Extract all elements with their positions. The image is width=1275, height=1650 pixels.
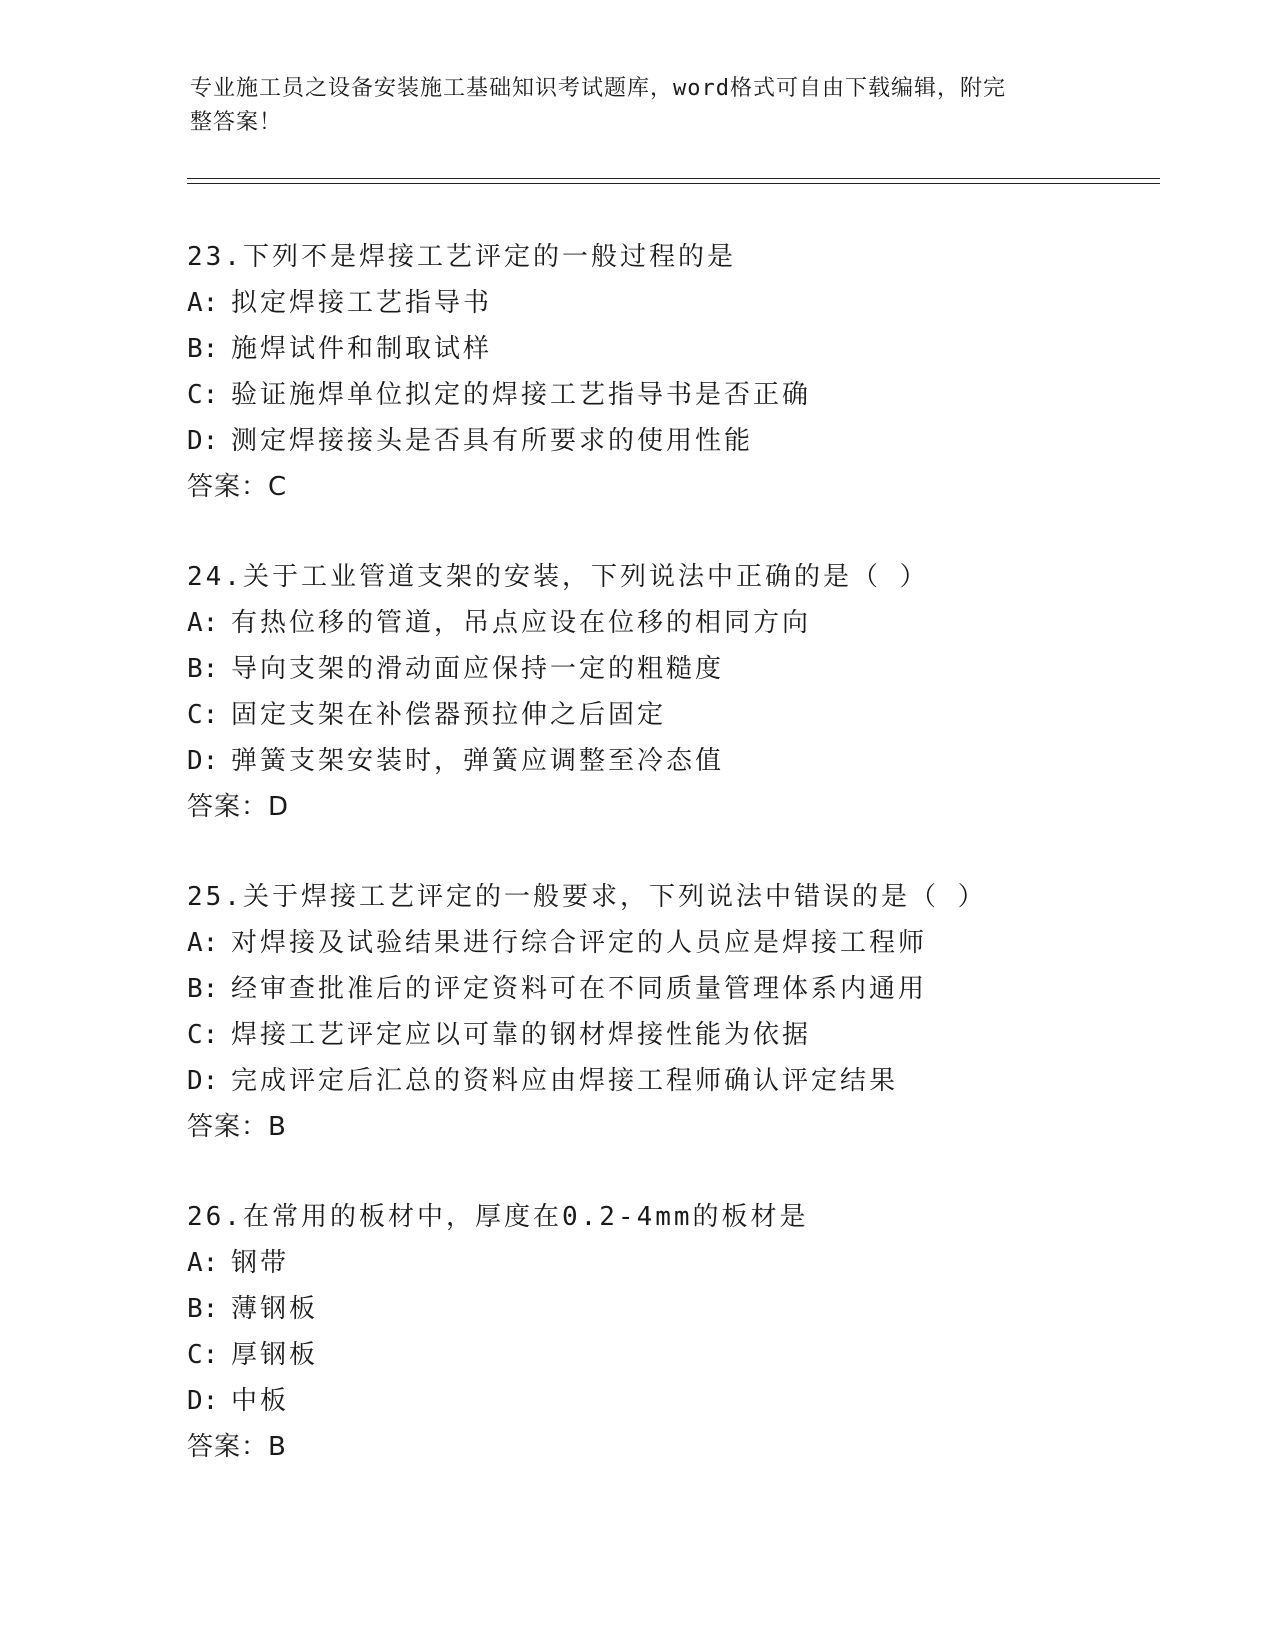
- option-c: [187, 372, 1147, 418]
- answer: 答案：B: [187, 1112, 287, 1142]
- answer: 答案：D: [187, 792, 290, 822]
- option-text: 完成评定后汇总的资料应由焊接工程师确认评定结果: [231, 1066, 899, 1096]
- option-letter: B:: [187, 334, 219, 364]
- option-letter: C:: [187, 1340, 219, 1370]
- option-letter: A:: [187, 288, 219, 318]
- document-header: [190, 72, 1070, 140]
- option-letter: D:: [187, 426, 219, 456]
- option-text: 弹簧支架安装时，弹簧应调整至冷态值: [231, 746, 725, 776]
- option-c: [187, 1332, 1147, 1378]
- option-text: 钢带: [231, 1248, 290, 1278]
- option-c: [187, 1012, 1147, 1058]
- option-letter: B:: [187, 654, 219, 684]
- question-stem: 25.关于焊接工艺评定的一般要求，下列说法中错误的是（ ）: [187, 882, 987, 912]
- option-text: 验证施焊单位拟定的焊接工艺指导书是否正确: [231, 380, 812, 410]
- option-b: [187, 966, 1147, 1012]
- option-text: 拟定焊接工艺指导书: [231, 288, 493, 318]
- header-line-1: 专业施工员之设备安装施工基础知识考试题库，word格式可自由下载编辑，附完: [190, 76, 1006, 101]
- option-text: 焊接工艺评定应以可靠的钢材焊接性能为依据: [231, 1020, 812, 1050]
- option-c: [187, 692, 1147, 738]
- question-stem: 26.在常用的板材中，厚度在0.2-4mm的板材是: [187, 1202, 809, 1232]
- question-26: [187, 1194, 1147, 1470]
- option-a: [187, 1240, 1147, 1286]
- option-d: [187, 1058, 1147, 1104]
- option-text: 对焊接及试验结果进行综合评定的人员应是焊接工程师: [231, 928, 928, 958]
- question-stem: 24.关于工业管道支架的安装，下列说法中正确的是（ ）: [187, 562, 929, 592]
- option-letter: A:: [187, 608, 219, 638]
- option-letter: D:: [187, 1066, 219, 1096]
- option-d: [187, 1378, 1147, 1424]
- option-text: 测定焊接接头是否具有所要求的使用性能: [231, 426, 754, 456]
- option-letter: B:: [187, 1294, 219, 1324]
- header-divider-top: [187, 178, 1160, 179]
- option-a: [187, 280, 1147, 326]
- option-b: [187, 646, 1147, 692]
- header-line-2: 整答案！: [190, 110, 283, 135]
- option-d: [187, 418, 1147, 464]
- option-letter: D:: [187, 1386, 219, 1416]
- option-text: 薄钢板: [231, 1294, 319, 1324]
- option-letter: C:: [187, 700, 219, 730]
- option-text: 中板: [231, 1386, 290, 1416]
- option-letter: C:: [187, 380, 219, 410]
- option-letter: A:: [187, 928, 219, 958]
- question-stem: 23.下列不是焊接工艺评定的一般过程的是: [187, 242, 736, 272]
- option-b: [187, 326, 1147, 372]
- option-letter: A:: [187, 1248, 219, 1278]
- option-letter: D:: [187, 746, 219, 776]
- option-a: [187, 920, 1147, 966]
- question-24: [187, 554, 1147, 830]
- answer: 答案：C: [187, 472, 288, 502]
- option-a: [187, 600, 1147, 646]
- option-text: 施焊试件和制取试样: [231, 334, 493, 364]
- answer: 答案：B: [187, 1432, 287, 1462]
- option-b: [187, 1286, 1147, 1332]
- option-text: 有热位移的管道，吊点应设在位移的相同方向: [231, 608, 812, 638]
- question-23: [187, 234, 1147, 510]
- option-letter: B:: [187, 974, 219, 1004]
- option-d: [187, 738, 1147, 784]
- option-text: 固定支架在补偿器预拉伸之后固定: [231, 700, 667, 730]
- option-text: 导向支架的滑动面应保持一定的粗糙度: [231, 654, 725, 684]
- option-letter: C:: [187, 1020, 219, 1050]
- option-text: 经审查批准后的评定资料可在不同质量管理体系内通用: [231, 974, 928, 1004]
- question-25: [187, 874, 1147, 1150]
- option-text: 厚钢板: [231, 1340, 319, 1370]
- header-divider-bottom: [187, 183, 1160, 184]
